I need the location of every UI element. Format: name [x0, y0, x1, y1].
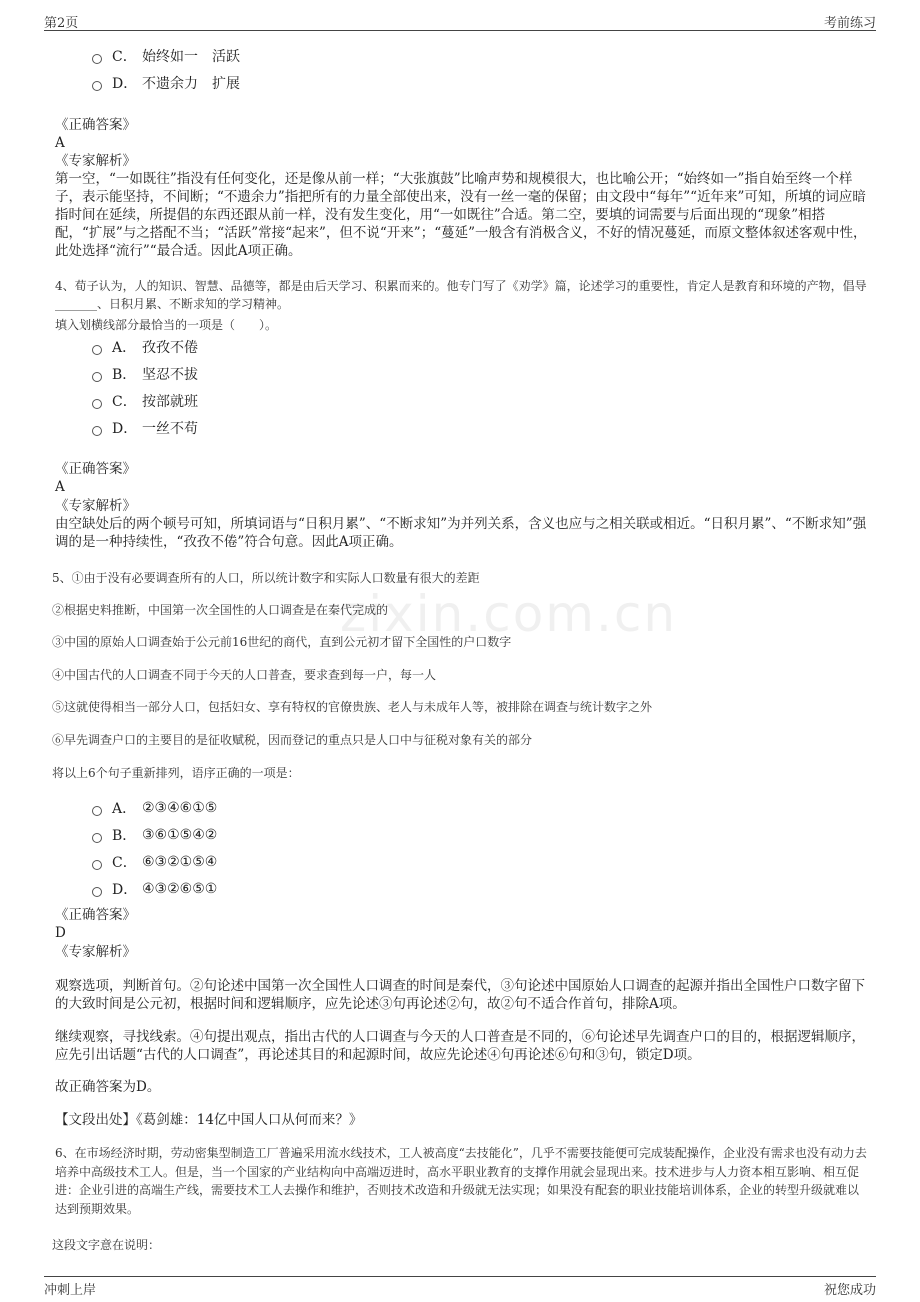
- q5-sentence-4: ④中国古代的人口调查不同于今天的人口普查，要求查到每一户，每一人: [52, 668, 437, 682]
- radio-icon[interactable]: [92, 81, 102, 91]
- q3-answer-label: 《正确答案》: [55, 117, 136, 133]
- q4-prompt: 填入划横线部分最恰当的一项是（ ）。: [55, 318, 278, 332]
- q5-sentence-1: 5、①由于没有必要调查所有的人口，所以统计数字和实际人口数量有很大的差距: [52, 571, 480, 585]
- page-footer: [44, 1276, 876, 1299]
- q5-analysis-label: 《专家解析》: [55, 944, 136, 960]
- footer-right: 祝您成功: [823, 1283, 876, 1298]
- q5-analysis-p1: 观察选项，判断首句。②句论述中国第一次全国性人口调查的时间是秦代，③句论述中国原始人口调查的起源并指出全国性户口数字留下的大致时间是公元初，根据时间和逻辑顺序，应先论述③句再论述②句，故②句不适合作首句，排除A项。: [55, 978, 865, 1012]
- q3-answer: A: [55, 135, 65, 151]
- radio-icon[interactable]: [92, 833, 102, 843]
- radio-icon[interactable]: [92, 372, 102, 382]
- q4-option-c[interactable]: C． 按部就班: [92, 391, 198, 411]
- q4-option-d[interactable]: D． 一丝不苟: [92, 418, 198, 438]
- q4-option-a[interactable]: A． 孜孜不倦: [92, 337, 198, 357]
- q3-option-c[interactable]: C． 始终如一 活跃: [92, 46, 240, 66]
- q5-sentence-2: ②根据史料推断，中国第一次全国性的人口调查是在秦代完成的: [52, 603, 389, 617]
- footer-left: 冲刺上岸: [44, 1283, 97, 1298]
- q3-option-d[interactable]: D． 不遗余力 扩展: [92, 73, 240, 93]
- q5-sentence-6: ⑥早先调查户口的主要目的是征收赋税，因而登记的重点只是人口中与征税对象有关的部分: [52, 733, 533, 747]
- q5-answer-label: 《正确答案》: [55, 907, 136, 923]
- q4-analysis-label: 《专家解析》: [55, 498, 136, 514]
- q5-option-d[interactable]: D． ④③②⑥⑤①: [92, 879, 217, 899]
- q5-answer: D: [55, 925, 66, 941]
- q5-analysis-p2: 继续观察，寻找线索。④句提出观点，指出古代的人口调查与今天的人口普查是不同的，⑥句论述早先调查户口的目的，根据逻辑顺序，应先引出话题“古代的人口调查”，再论述其目的和起源时间，故应先论述④句再论述⑥句和③句，锁定D项。: [55, 1029, 865, 1063]
- radio-icon[interactable]: [92, 54, 102, 64]
- q3-analysis: 第一空，“一如既往”指没有任何变化，还是像从前一样；“大张旗鼓”比喻声势和规模很大，也比喻公开；“始终如一”指自始至终一个样子，表示能坚持，不间断；“不遗余力”指把所有的力量全部使出来，没有一丝一毫的保留；由文段中“每年”“近年来”可知，所填的词应暗指时间在延续，所提倡的东西还跟从前一样，没有发生变化，用“一如既往”合适。第二空，要填的词需要与后面出现的“现象”相搭配，“扩展”与之搭配不当；“活跃”常接“起来”，但不说“开来”；“蔓延”一般含有消极含义，不好的情况蔓延，而原文整体叙述客观中性，此处选择“流行”“最合适。因此A项正确。: [55, 171, 867, 259]
- q5-prompt: 将以上6个句子重新排列，语序正确的一项是：: [52, 766, 300, 780]
- q3-analysis-label: 《专家解析》: [55, 153, 136, 169]
- q5-option-c[interactable]: C． ⑥③②①⑤④: [92, 852, 217, 872]
- radio-icon[interactable]: [92, 887, 102, 897]
- q5-option-a[interactable]: A． ②③④⑥①⑤: [92, 798, 217, 818]
- q4-answer: A: [55, 479, 65, 495]
- watermark: zixin.com.cn: [340, 585, 678, 643]
- radio-icon[interactable]: [92, 345, 102, 355]
- q5-option-b[interactable]: B． ③⑥①⑤④②: [92, 825, 217, 845]
- radio-icon[interactable]: [92, 426, 102, 436]
- q4-option-b[interactable]: B． 坚忍不拔: [92, 364, 198, 384]
- radio-icon[interactable]: [92, 399, 102, 409]
- q5-sentence-3: ③中国的原始人口调查始于公元前16世纪的商代，直到公元初才留下全国性的户口数字: [52, 635, 512, 649]
- radio-icon[interactable]: [92, 860, 102, 870]
- q6-prompt: 这段文字意在说明：: [52, 1238, 161, 1252]
- q4-analysis: 由空缺处后的两个顿号可知，所填词语与“日积月累”、“不断求知”为并列关系，含义也应与之相关联或相近。“日积月累”、“不断求知”强调的是一种持续性，“孜孜不倦”符合句意。因此A项正确。: [55, 516, 867, 550]
- radio-icon[interactable]: [92, 806, 102, 816]
- q5-source: 【文段出处】《葛剑雄：14亿中国人口从何而来？》: [55, 1112, 363, 1128]
- q6-stem: 6、在市场经济时期，劳动密集型制造工厂普遍采用流水线技术，工人被高度“去技能化”，几乎不需要技能便可完成装配操作，企业没有需求也没有动力去培养中高级技术工人。但是，当一个国家的产业结构向中高端迈进时，高水平职业教育的支撑作用就会显现出来。技术进步与人力资本相互影响、相互促进：企业引进的高端生产线，需要技术工人去操作和维护，否则技术改造和升级就无法实现；如果没有配套的职业技能培训体系，企业的转型升级就难以达到预期效果。: [55, 1146, 867, 1216]
- q4-stem: 4、荀子认为，人的知识、智慧、品德等，都是由后天学习、积累而来的。他专门写了《劝学》篇，论述学习的重要性，肯定人是教育和环境的产物，倡导_______、日积月累、不断求知的学习精神。: [55, 279, 867, 311]
- header-title: 考前练习: [823, 16, 876, 31]
- page-number: 第2页: [44, 16, 79, 31]
- page-header: [44, 12, 876, 31]
- q5-analysis-p3: 故正确答案为D。: [55, 1079, 161, 1095]
- q5-sentence-5: ⑤这就使得相当一部分人口，包括妇女、享有特权的官僚贵族、老人与未成年人等，被排除在调查与统计数字之外: [52, 700, 653, 714]
- q4-answer-label: 《正确答案》: [55, 461, 136, 477]
